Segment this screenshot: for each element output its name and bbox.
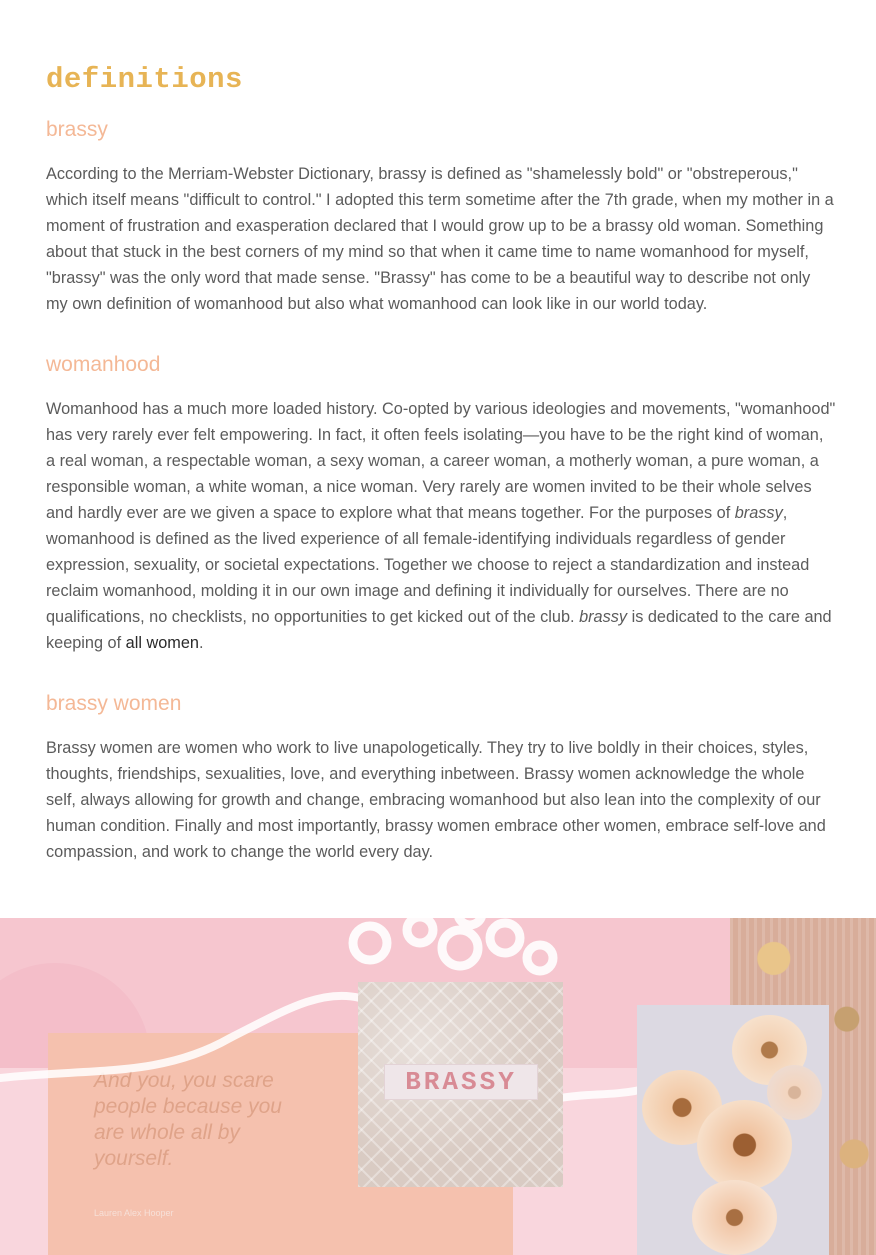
- heading-brassy: brassy: [46, 118, 108, 141]
- hero-collage: [0, 918, 876, 1255]
- quote-text: And you, you scare people because you are whole all by yourself.: [94, 1069, 282, 1170]
- paragraph-womanhood: [46, 396, 836, 656]
- lace-photo: [358, 982, 563, 1187]
- womanhood-text-end: .: [198, 634, 204, 652]
- peony-bud: [767, 1065, 822, 1120]
- womanhood-text-3: is dedicated to the care and keeping of: [46, 608, 832, 652]
- womanhood-text-1: Womanhood has a much more loaded history. Co-opted by various ideologies and movements, "womanhood" has very rarely ever felt empowering. In fact, it often feels isolating—you have to be the right kind of woman, a real woman, a respectable woman, a sexy woman, a career woman, a motherly woman, a pure woman, a responsible woman, a white woman, a nice woman. Very rarely are women invited to be their whole selves and hardly ever are we given a space to explore what that means together. For the purposes of: [46, 400, 836, 522]
- heading-womanhood: womanhood: [46, 353, 161, 376]
- quote-author: Lauren Alex Hooper: [94, 1208, 174, 1218]
- all-women-link[interactable]: all women: [125, 634, 199, 652]
- definitions-content: [46, 62, 836, 865]
- heading-brassy-women: brassy women: [46, 692, 182, 715]
- paragraph-brassy: According to the Merriam-Webster Dictionary, brassy is defined as "shamelessly bold" or "obstreperous," which itself means "difficult to control." I adopted this term sometime after the 7th grade, when my mother in a moment of frustration and exasperation declared that I would grow up to be a brassy old woman. Something about that stuck in the best corners of my mind so that when it came time to name womanhood for myself, "brassy" was the only word that made sense. "Brassy" has come to be a beautiful way to describe not only my own definition of womanhood but also what womanhood can look like in our world today.: [46, 165, 834, 313]
- italic-brassy-1: brassy: [734, 504, 783, 522]
- paragraph-brassy-women: Brassy women are women who work to live unapologetically. They try to live boldly in their choices, styles, thoughts, friendships, sexualities, love, and everything inbetween. Brassy women acknowledge the whole self, always allowing for growth and change, embracing womanhood but also lean into the complexity of our human condition. Finally and most importantly, brassy women embrace other women, embrace self-love and compassion, and work to change the world every day.: [46, 739, 826, 861]
- peony-flower: [692, 1180, 777, 1255]
- page-title: definitions: [46, 63, 243, 96]
- brassy-embroidered-tag: BRASSY: [384, 1064, 538, 1100]
- womanhood-text-2: , womanhood is defined as the lived experience of all female-identifying individuals regardless of gender expression, sexuality, or societal expectations. Together we choose to reject a standardization and instead reclaim womanhood, molding it in our own image and defining it individually for ourselves. There are no qualifications, no checklists, no opportunities to get kicked out of the club.: [46, 504, 810, 626]
- peony-photo: [637, 1005, 829, 1255]
- italic-brassy-2: brassy: [579, 608, 628, 626]
